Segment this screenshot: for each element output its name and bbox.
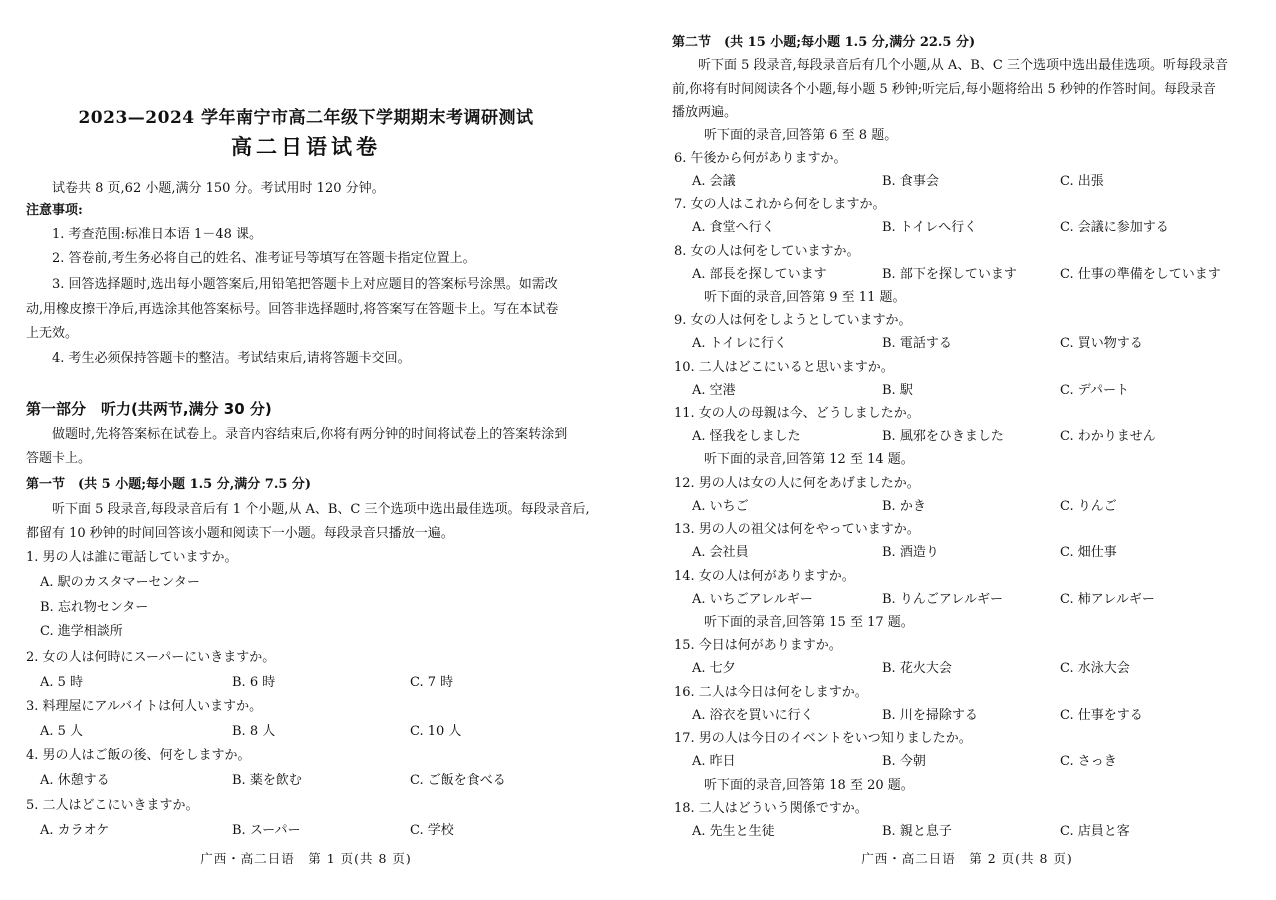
q11-option-c: C. わかりません [1060, 429, 1156, 444]
question-7: 7. 女の人はこれから何をしますか。 [674, 197, 886, 212]
section-1-heading: 第一节 (共 5 小题;每小题 1.5 分,满分 7.5 分) [26, 477, 312, 492]
q4-options [40, 770, 612, 792]
instruction-9-11: 听下面的录音,回答第 9 至 11 题。 [704, 290, 906, 305]
question-3: 3. 料理屋にアルバイトは何人いますか。 [26, 699, 263, 714]
question-11: 11. 女の人の母親は今、どうしましたか。 [674, 406, 920, 421]
page-1-footer: 广西・高二日语 第 1 页(共 8 页) [200, 851, 412, 866]
q17-options [692, 751, 1262, 773]
q1-option-c: C. 進学相談所 [40, 624, 123, 639]
q14-option-a: A. いちごアレルギー [692, 592, 813, 607]
question-17: 17. 男の人は今日のイベントをいつ知りましたか。 [674, 731, 972, 746]
q10-option-a: A. 空港 [692, 383, 736, 398]
q3-options [40, 721, 612, 743]
q3-option-a: A. 5 人 [40, 724, 84, 739]
page-1 [0, 0, 612, 900]
q17-option-b: B. 今朝 [882, 754, 926, 769]
q1-option-b: B. 忘れ物センター [40, 600, 149, 615]
q5-option-c: C. 学校 [410, 823, 454, 838]
section-2-description-cont: 前,你将有时间阅读各个小题,每小题 5 秒钟;听完后,每小题将给出 5 秒钟的作答时间。每段录音 [672, 82, 1216, 97]
page-2 [672, 0, 1262, 900]
q6-option-a: A. 会議 [692, 174, 736, 189]
q4-option-c: C. ご飯を食べる [410, 773, 506, 788]
q6-options [692, 171, 1262, 193]
q5-option-b: B. スーパー [232, 823, 301, 838]
q10-option-c: C. デパート [1060, 383, 1129, 398]
q4-option-a: A. 休憩する [40, 773, 110, 788]
question-12: 12. 男の人は女の人に何をあげましたか。 [674, 476, 920, 491]
part-description: 做题时,先将答案标在试卷上。录音内容结束后,你将有两分钟的时间将试卷上的答案转涂到 [52, 427, 568, 442]
q7-option-b: B. トイレへ行く [882, 220, 978, 235]
q2-option-a: A. 5 時 [40, 675, 84, 690]
q16-option-a: A. 浴衣を買いに行く [692, 708, 814, 723]
q18-options [692, 821, 1262, 843]
q13-option-c: C. 畑仕事 [1060, 545, 1117, 560]
part-description-cont: 答题卡上。 [26, 451, 92, 466]
notice-item: 1. 考查范围:标准日本语 1－48 课。 [52, 227, 262, 242]
instruction-12-14: 听下面的录音,回答第 12 至 14 题。 [704, 452, 914, 467]
question-16: 16. 二人は今日は何をしますか。 [674, 685, 868, 700]
q17-option-a: A. 昨日 [692, 754, 736, 769]
q18-option-a: A. 先生と生徒 [692, 824, 775, 839]
section-1-description-cont: 都留有 10 秒钟的时间回答该小题和阅读下一小题。每段录音只播放一遍。 [26, 526, 454, 541]
q16-option-b: B. 川を掃除する [882, 708, 978, 723]
question-4: 4. 男の人はご飯の後、何をしますか。 [26, 748, 251, 763]
q12-option-a: A. いちご [692, 499, 749, 514]
notice-item: 2. 答卷前,考生务必将自己的姓名、准考证号等填写在答题卡指定位置上。 [52, 251, 476, 266]
section-1-description: 听下面 5 段录音,每段录音后有 1 个小题,从 A、B、C 三个选项中选出最佳选项。每段录音后, [52, 502, 590, 517]
q13-options [692, 542, 1262, 564]
q2-options [40, 672, 612, 694]
question-9: 9. 女の人は何をしようとしていますか。 [674, 313, 912, 328]
q13-option-a: A. 会社員 [692, 545, 749, 560]
q9-options [692, 333, 1262, 355]
question-5: 5. 二人はどこにいきますか。 [26, 798, 199, 813]
q5-options [40, 820, 612, 842]
q17-option-c: C. さっき [1060, 754, 1117, 769]
q8-option-c: C. 仕事の準備をしています [1060, 267, 1221, 282]
instruction-6-8: 听下面的录音,回答第 6 至 8 题。 [704, 128, 898, 143]
q5-option-a: A. カラオケ [40, 823, 110, 838]
page-2-footer: 广西・高二日语 第 2 页(共 8 页) [861, 851, 1073, 866]
question-14: 14. 女の人は何がありますか。 [674, 569, 855, 584]
q8-options [692, 264, 1262, 286]
q14-option-b: B. りんごアレルギー [882, 592, 1003, 607]
q18-option-b: B. 親と息子 [882, 824, 952, 839]
question-10: 10. 二人はどこにいると思いますか。 [674, 360, 894, 375]
q2-option-b: B. 6 時 [232, 675, 276, 690]
q15-option-c: C. 水泳大会 [1060, 661, 1130, 676]
q12-options [692, 496, 1262, 518]
q8-option-a: A. 部長を探しています [692, 267, 827, 282]
notice-item-cont: 动,用橡皮擦干净后,再选涂其他答案标号。回答非选择题时,将答案写在答题卡上。写在本试卷 [26, 302, 559, 317]
q12-option-c: C. りんご [1060, 499, 1117, 514]
q11-options [692, 426, 1262, 448]
notice-item: 4. 考生必须保持答题卡的整洁。考试结束后,请将答题卡交回。 [52, 351, 411, 366]
q16-option-c: C. 仕事をする [1060, 708, 1143, 723]
notice-item: 3. 回答选择题时,选出每小题答案后,用铅笔把答题卡上对应题目的答案标号涂黑。如需改 [52, 277, 558, 292]
q9-option-a: A. トイレに行く [692, 336, 788, 351]
q12-option-b: B. かき [882, 499, 926, 514]
q7-option-c: C. 会議に参加する [1060, 220, 1169, 235]
question-15: 15. 今日は何がありますか。 [674, 638, 842, 653]
q9-option-b: B. 電話する [882, 336, 952, 351]
q8-option-b: B. 部下を探しています [882, 267, 1017, 282]
q1-option-a: A. 駅のカスタマーセンター [40, 575, 200, 590]
q18-option-c: C. 店員と客 [1060, 824, 1130, 839]
q7-options [692, 217, 1262, 239]
q6-option-c: C. 出張 [1060, 174, 1104, 189]
question-1: 1. 男の人は誰に電話していますか。 [26, 550, 238, 565]
exam-title: 2023—2024 学年南宁市高二年级下学期期末考调研测试 [78, 108, 534, 128]
q14-options [692, 589, 1262, 611]
question-8: 8. 女の人は何をしていますか。 [674, 244, 860, 259]
q16-options [692, 705, 1262, 727]
q2-option-c: C. 7 時 [410, 675, 454, 690]
q13-option-b: B. 酒造り [882, 545, 939, 560]
question-18: 18. 二人はどういう関係ですか。 [674, 801, 868, 816]
q15-option-b: B. 花火大会 [882, 661, 952, 676]
q10-option-b: B. 駅 [882, 383, 913, 398]
q15-option-a: A. 七夕 [692, 661, 736, 676]
q3-option-b: B. 8 人 [232, 724, 276, 739]
q14-option-c: C. 柿アレルギー [1060, 592, 1155, 607]
exam-subtitle: 高二日语试卷 [231, 135, 381, 159]
q6-option-b: B. 食事会 [882, 174, 939, 189]
q11-option-b: B. 風邪をひきました [882, 429, 1004, 444]
notice-item-cont: 上无效。 [26, 326, 79, 341]
question-13: 13. 男の人の祖父は何をやっていますか。 [674, 522, 920, 537]
question-2: 2. 女の人は何時にスーパーにいきますか。 [26, 650, 276, 665]
exam-intro: 试卷共 8 页,62 小题,满分 150 分。考试用时 120 分钟。 [52, 181, 385, 196]
section-2-heading: 第二节 (共 15 小题;每小题 1.5 分,满分 22.5 分) [672, 35, 976, 50]
q7-option-a: A. 食堂へ行く [692, 220, 775, 235]
q9-option-c: C. 買い物する [1060, 336, 1143, 351]
q3-option-c: C. 10 人 [410, 724, 462, 739]
part-heading: 第一部分 听力(共两节,满分 30 分) [26, 400, 272, 418]
notice-heading: 注意事项: [26, 203, 83, 218]
q11-option-a: A. 怪我をしました [692, 429, 801, 444]
section-2-description: 听下面 5 段录音,每段录音后有几个小题,从 A、B、C 三个选项中选出最佳选项。听每段录音 [698, 58, 1228, 73]
instruction-18-20: 听下面的录音,回答第 18 至 20 题。 [704, 778, 914, 793]
q10-options [692, 380, 1262, 402]
section-2-description-cont: 播放两遍。 [672, 105, 738, 120]
question-6: 6. 午後から何がありますか。 [674, 151, 847, 166]
q4-option-b: B. 薬を飲む [232, 773, 302, 788]
q15-options [692, 658, 1262, 680]
instruction-15-17: 听下面的录音,回答第 15 至 17 题。 [704, 615, 914, 630]
